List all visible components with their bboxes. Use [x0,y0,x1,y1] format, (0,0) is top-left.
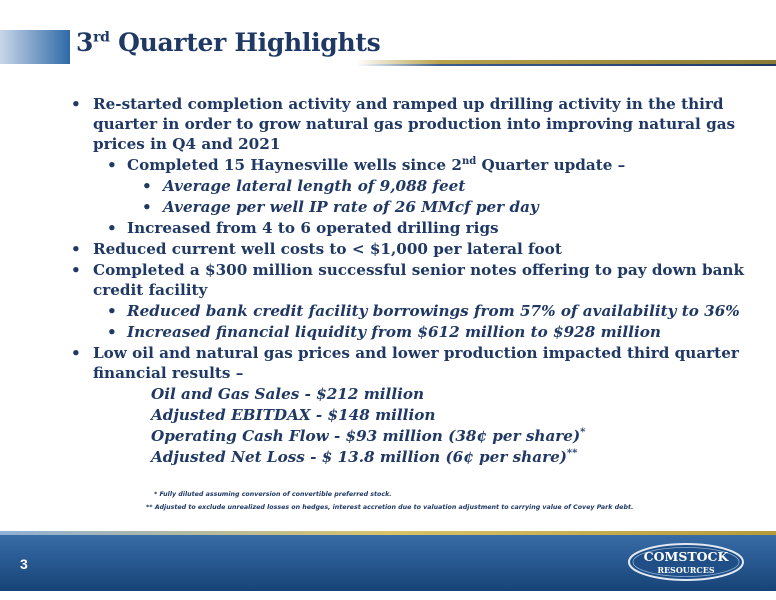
bullet-dot-icon: • [71,95,81,113]
bullet-lateral-length: • Average lateral length of 9,088 feet [142,177,466,195]
bullet-dot-icon: • [142,177,152,195]
title-rule-blue [356,64,776,66]
bullet-financial-results: • Low oil and natural gas prices and lower production impacted third quarter financial results – [71,344,739,382]
page-number: 3 [20,556,28,572]
bullet-dot-icon: • [107,302,117,320]
bullet-haynesville-wells: • Completed 15 Haynesville wells since 2nd Quarter update – [107,155,626,174]
comstock-logo [627,543,745,581]
bullet-liquidity: • Increased financial liquidity from $612 million to $928 million [107,323,661,341]
footer-stripe [0,531,776,535]
financial-oil-gas-sales: Oil and Gas Sales - $212 million [151,385,425,403]
bullet-dot-icon: • [107,156,117,174]
bullet-dot-icon: • [107,323,117,341]
bullet-dot-icon: • [107,219,117,237]
bullet-completion-activity: • Re-started completion activity and ramped up drilling activity in the third quarter in order to grow natural gas production into improving natural gas prices in Q4 and 2021 [71,95,736,153]
highlights-list [65,94,745,468]
bullet-dot-icon: • [71,240,81,258]
title-accent-bar [0,30,70,64]
bullet-dot-icon: • [71,261,81,279]
bullet-well-costs: • Reduced current well costs to < $1,000 per lateral foot [71,240,562,258]
slide-title: 3rd Quarter Highlights [76,28,381,57]
bullet-ip-rate: • Average per well IP rate of 26 MMcf per day [142,198,539,216]
financial-operating-cash-flow: Operating Cash Flow - $93 million (38¢ per share)* [151,426,586,445]
bullet-drilling-rigs: • Increased from 4 to 6 operated drilling rigs [107,219,499,237]
bullet-senior-notes: • Completed a $300 million successful senior notes offering to pay down bank credit facility [71,261,744,299]
svg-text:COMSTOCK: COMSTOCK [643,549,729,564]
bullet-credit-borrowings: • Reduced bank credit facility borrowings from 57% of availability to 36% [107,302,740,320]
svg-text:RESOURCES: RESOURCES [657,565,715,575]
footnote-diluted: * Fully diluted assuming conversion of convertible preferred stock. [154,491,392,498]
footnotes [146,488,633,514]
bullet-dot-icon: • [71,344,81,362]
financial-ebitdax: Adjusted EBITDAX - $148 million [151,406,436,424]
bullet-dot-icon: • [142,198,152,216]
footnote-adjusted: ** Adjusted to exclude unrealized losses on hedges, interest accretion due to valuation adjustment to carrying value of Covey Park debt. [146,504,634,511]
financial-adjusted-net-loss: Adjusted Net Loss - $ 13.8 million (6¢ per share)** [151,447,578,466]
